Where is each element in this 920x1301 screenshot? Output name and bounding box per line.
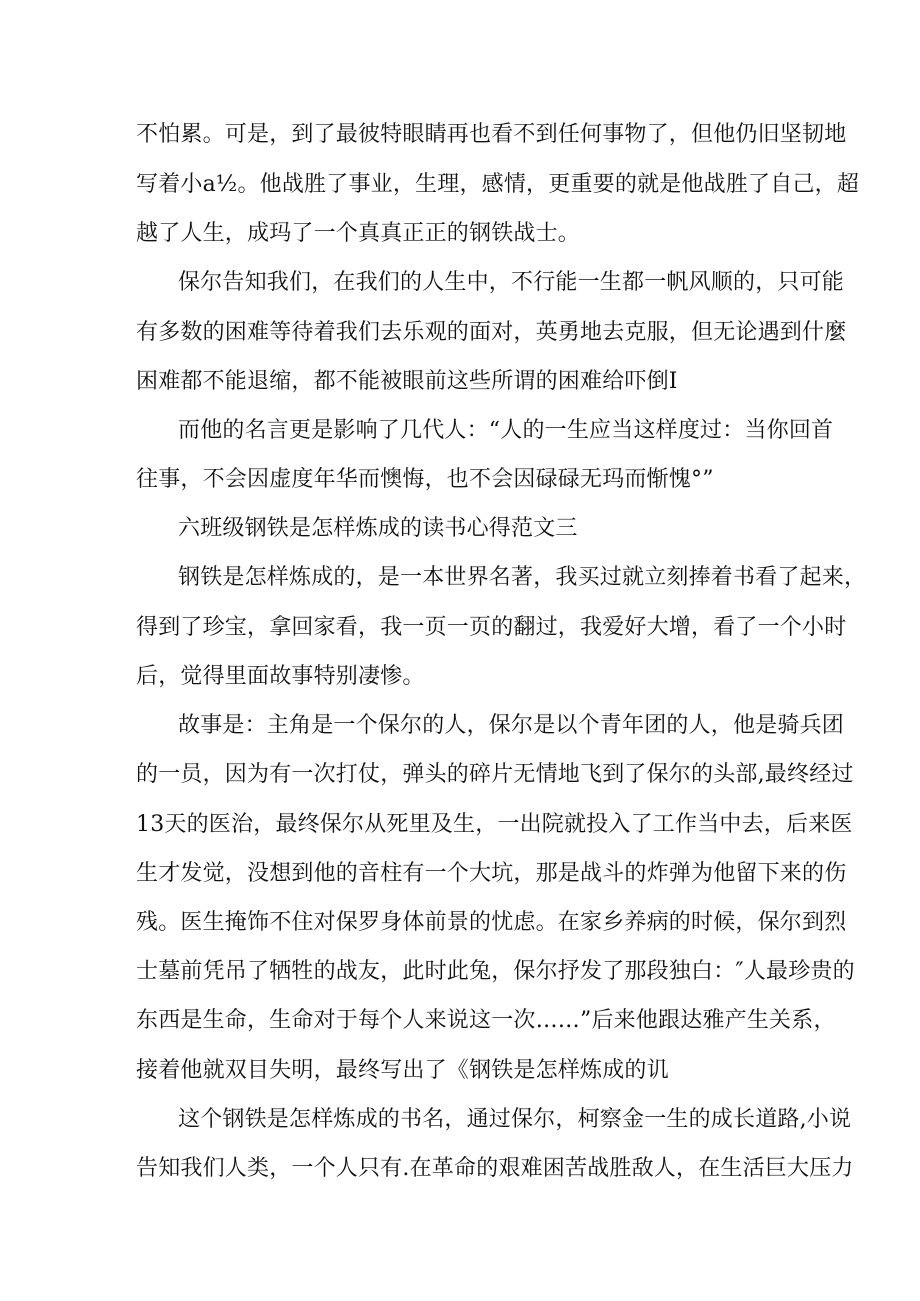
paragraph-line: 故事是：主角是一个保尔的人，保尔是以个青年团的人，他是骑兵团 [178,713,845,738]
paragraph-line: 往事，不会因虚度年华而懊悔，也不会因碌碌无玛而惭愧°” [136,467,714,492]
paragraph-line: 生才发觉，没想到他的音柱有一个大坑，那是战斗的炸弹为他留下来的伤 [136,861,847,886]
paragraph-line: 得到了珍宝，拿回家看，我一页一页的翻过，我爱好大增，看了一个小时 [136,615,847,640]
section-heading: 六班级钢铁是怎样炼成的读书心得范文三 [178,516,578,541]
paragraph-line: 越了人生，成玛了一个真真正正的钢铁战士。 [136,221,581,246]
paragraph-line: 而他的名言更是影响了几代人：“人的一生应当这样度过：当你回首 [178,418,834,443]
paragraph-line: 不怕累。可是，到了最彼特眼睛再也看不到任何事物了，但他仍旧坚韧地 [136,122,847,147]
paragraph-line: 写着小a½。他战胜了事业，生理，感情，更重要的就是他战胜了自己，超 [136,172,860,197]
paragraph-line: 残。医生掩饰不住对保罗身体前景的忧虑。在家乡养病的时候，保尔到烈 [136,910,847,935]
paragraph-line: 保尔告知我们，在我们的人生中，不行能一生都一帆风顺的，只可能 [178,270,845,295]
paragraph-line: 士墓前凭吊了牺牲的战友，此时此兔，保尔抒发了那段独白：″人最珍贵的 [136,959,855,984]
paragraph-line: 这个钢铁是怎样炼成的书名，通过保尔，柯察金一生的成长道路,小说 [178,1107,852,1132]
paragraph-line: 有多数的困难等待着我们去乐观的面对，英勇地去克服，但无论遇到什麼 [136,320,847,345]
paragraph-line: 后，觉得里面故事特别凄惨。 [136,664,425,689]
paragraph-line: 钢铁是怎样炼成的，是一本世界名著，我买过就立刻捧着书看了起来， [178,565,867,590]
paragraph-line: 困难都不能退缩，都不能被眼前这些所谓的困难给吓倒I [136,369,678,394]
paragraph-line: 东西是生命，生命对于每个人来说这一次……”后来他跟达雅产生关系， [136,1008,836,1033]
paragraph-line: 告知我们人类，一个人只有.在革命的艰难困苦战胜敌人，在生活巨大压力 [136,1156,854,1181]
paragraph-line: 接着他就双目失明，最终写出了《钢铁是怎样炼成的讥 [136,1058,669,1083]
paragraph-line: 的一员，因为有一次打仗，弹头的碎片无情地飞到了保尔的头部,最终经过 [136,762,854,787]
paragraph-line: 13天的医治，最终保尔从死里及生，一出院就投入了工作当中去，后来医 [136,812,853,837]
